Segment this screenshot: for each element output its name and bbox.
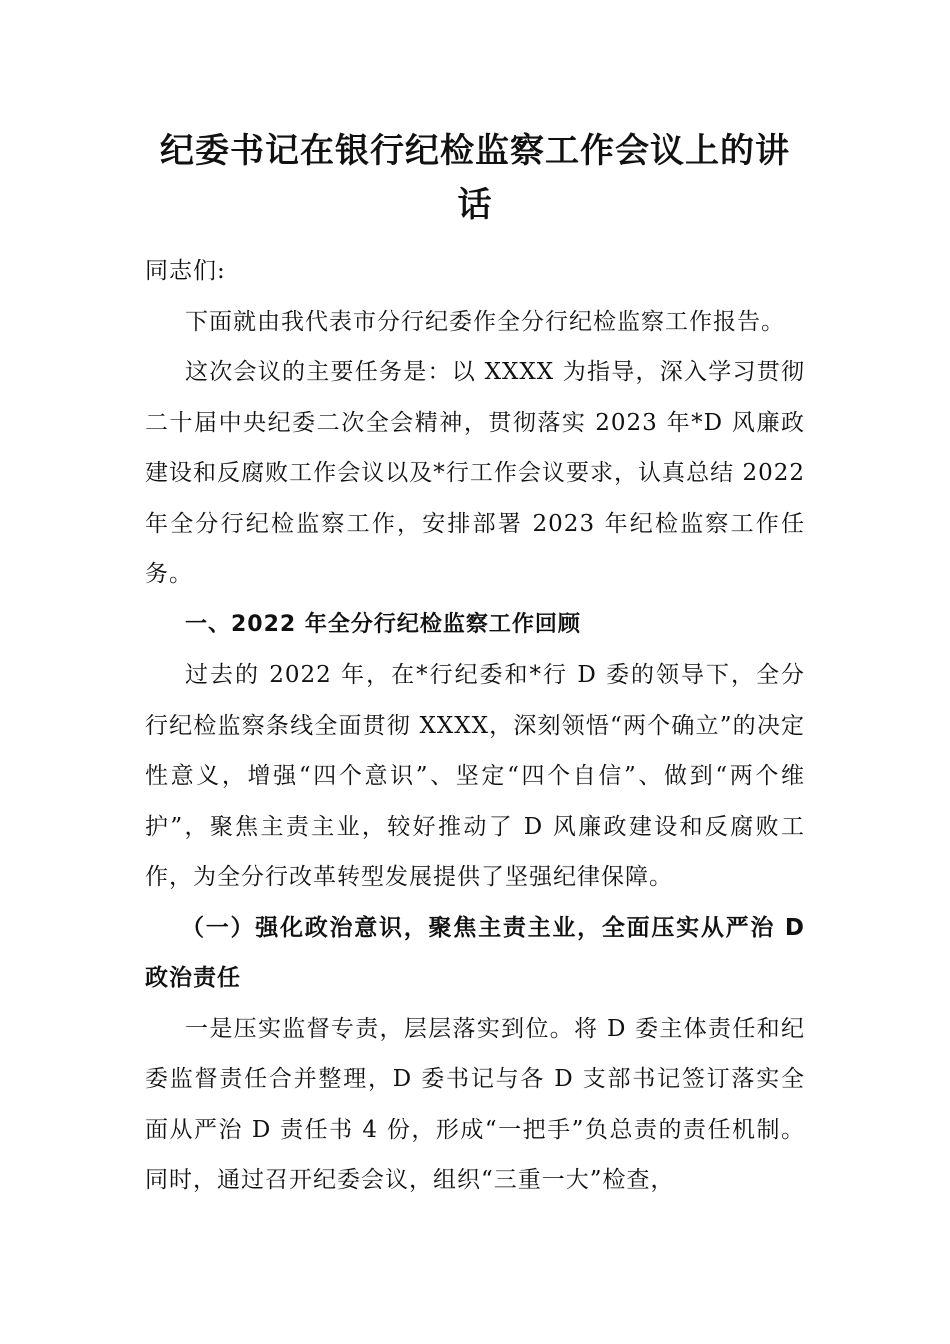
paragraph-tasks: 这次会议的主要任务是：以 XXXX 为指导，深入学习贯彻二十届中央纪委二次全会精神，贯彻落实 2023 年*D 风廉政建设和反腐败工作会议以及*行工作会议要求，认真总结 2022 年全分行纪检监察工作，安排部署 2023 年纪检监察工作任务。 — [145, 359, 805, 587]
section-heading-1: 一、2022 年全分行纪检监察工作回顾 — [185, 611, 581, 637]
document-title: 纪委书记在银行纪检监察工作会议上的讲话 — [160, 131, 790, 225]
paragraph-intro: 下面就由我代表市分行纪委作全分行纪检监察工作报告。 — [185, 308, 785, 335]
paragraph-supervision: 一是压实监督专责，层层落实到位。将 D 委主体责任和纪委监督责任合并整理，D 委书记与各 D 支部书记签订落实全面从严治 D 责任书 4 份，形成“一把手”负总责的责任机制。同时，通过召开纪委会议，组织“三重一大”检查， — [145, 1015, 806, 1193]
subsection-heading-1: （一）强化政治意识，聚焦主责主业，全面压实从严治 D 政治责任 — [145, 914, 805, 991]
paragraph-review: 过去的 2022 年，在*行纪委和*行 D 委的领导下，全分行纪检监察条线全面贯彻 XXXX，深刻领悟“两个确立”的决定性意义，增强“四个意识”、坚定“四个自信”、做到“两个维护”，聚焦主责主业，较好推动了 D 风廉政建设和反腐败工作，为全分行改革转型发展提供了坚强纪律保障。 — [145, 662, 805, 890]
document-body — [145, 246, 805, 1206]
salutation: 同志们: — [145, 258, 226, 284]
